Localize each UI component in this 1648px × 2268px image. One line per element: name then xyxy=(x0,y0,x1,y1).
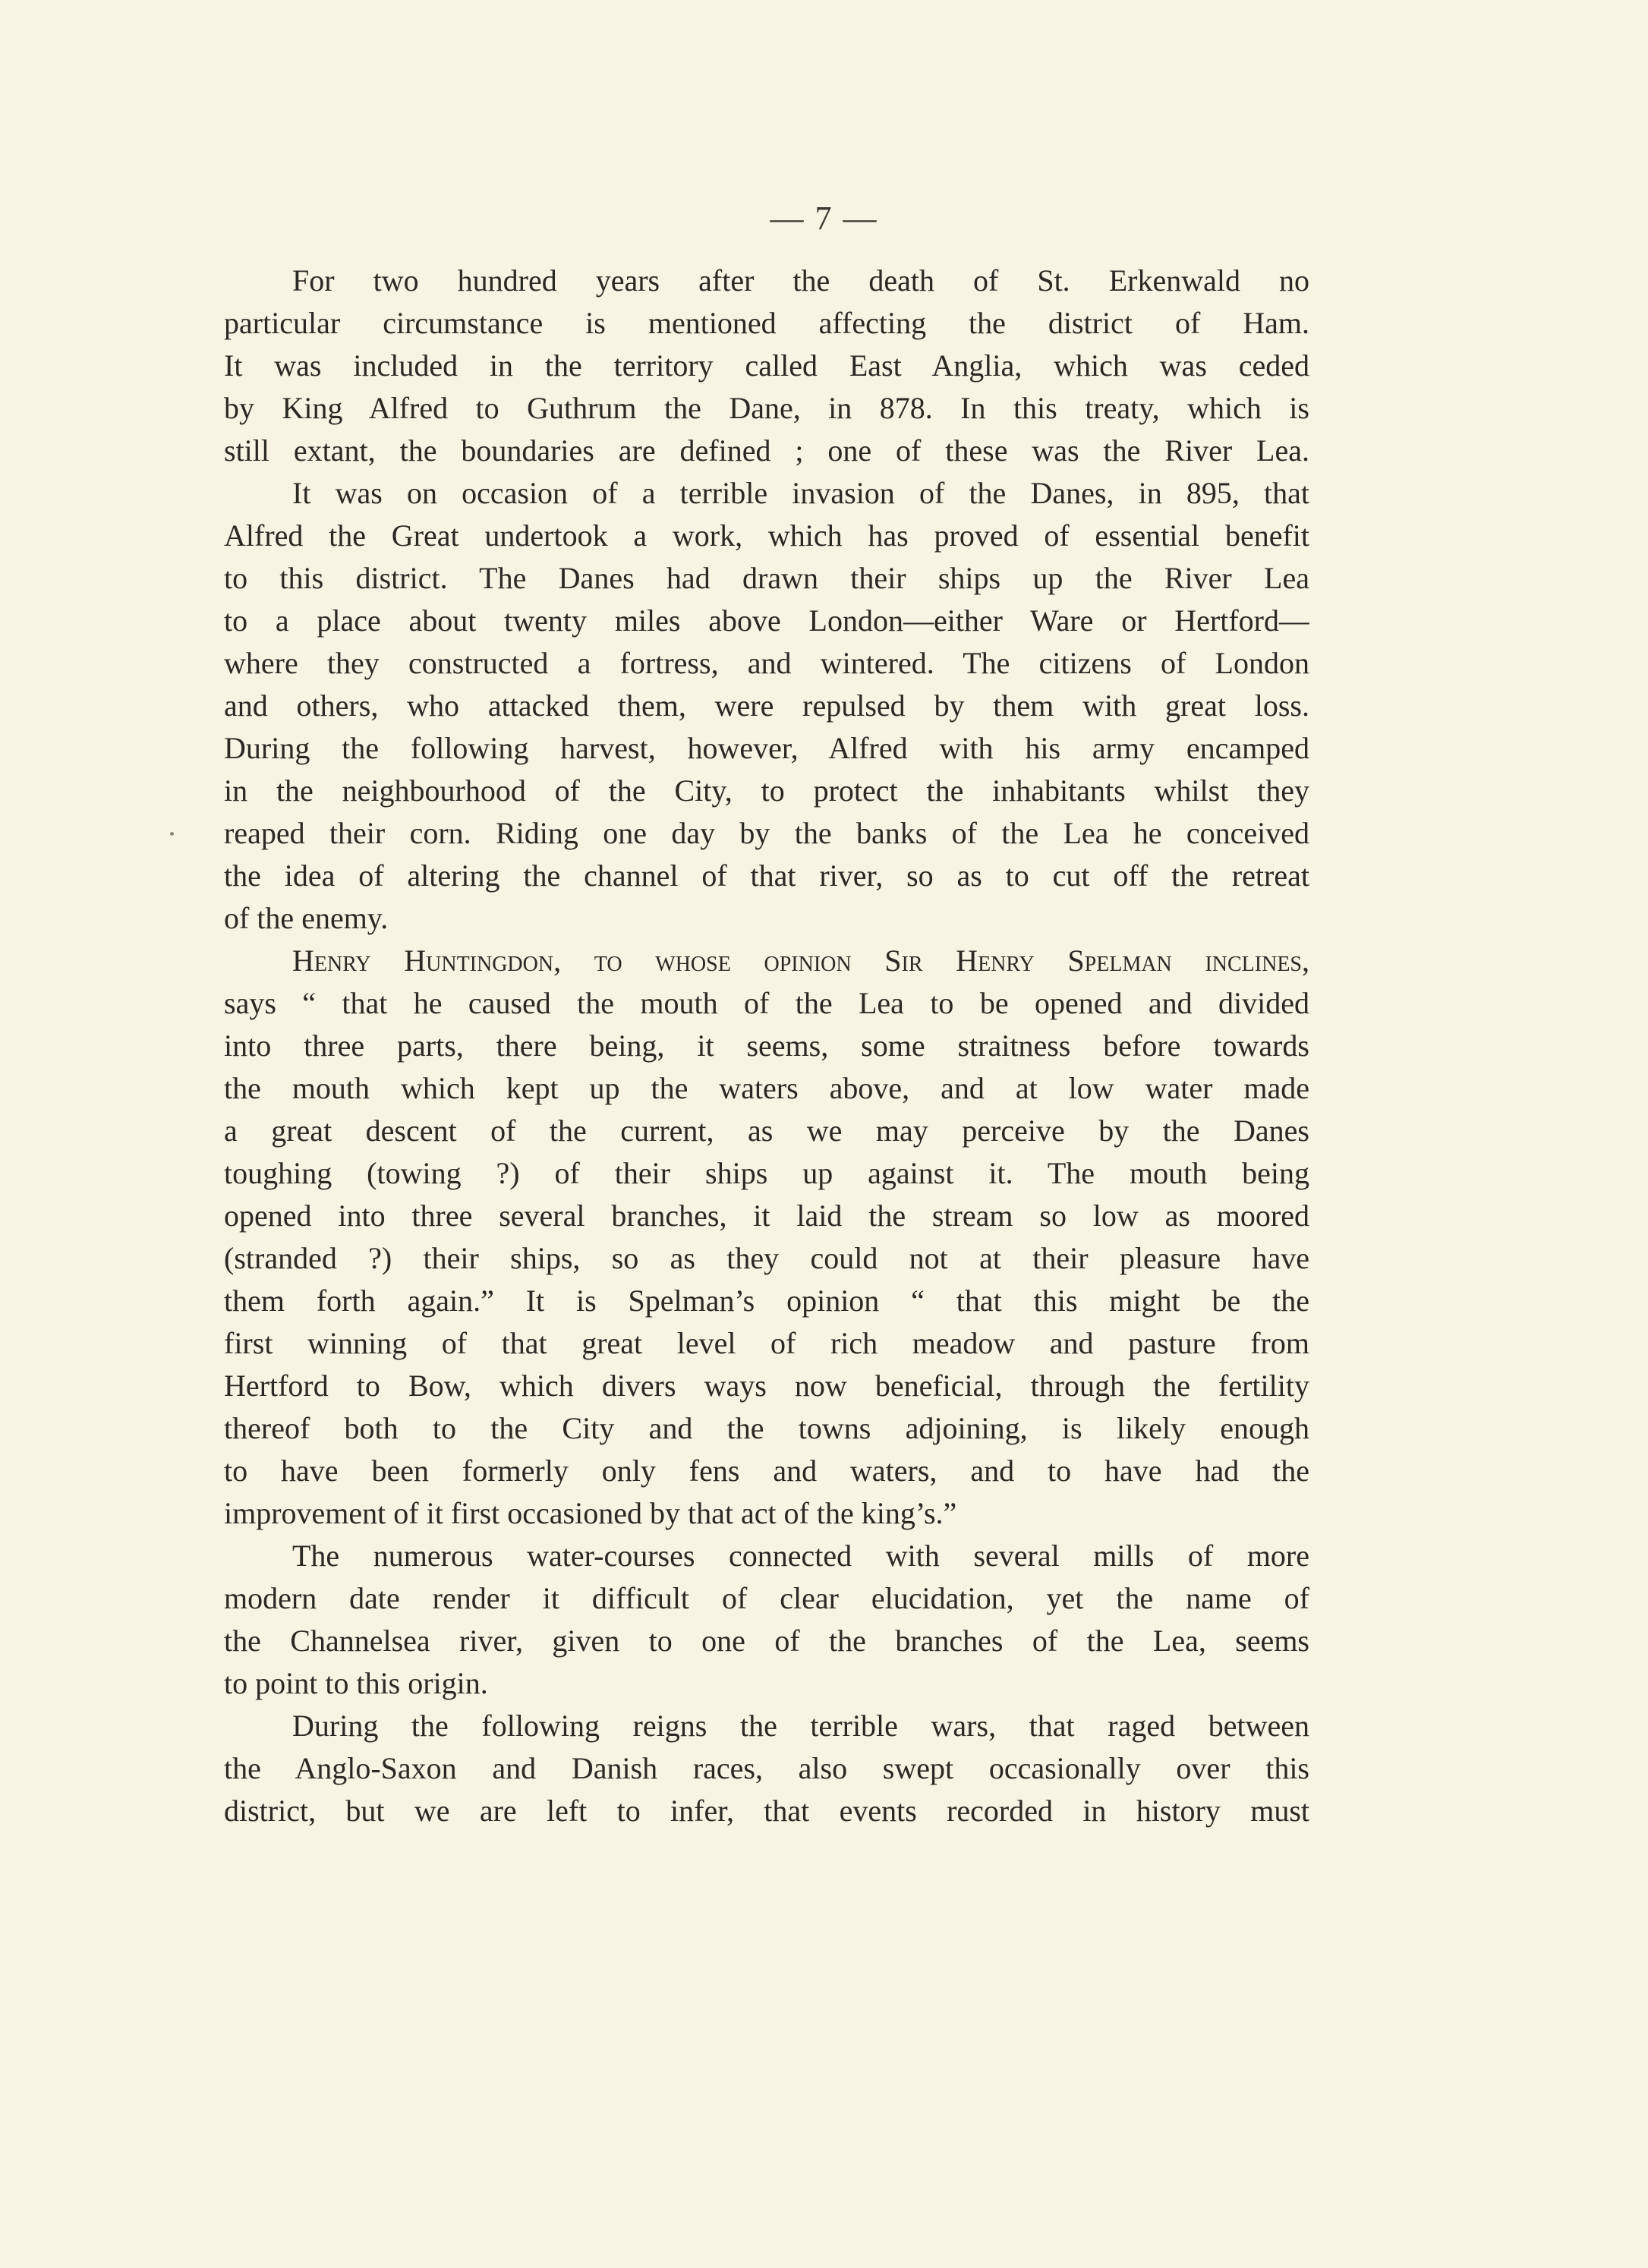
text-line: to this district. The Danes had drawn their ships up the River Lea xyxy=(224,561,1309,595)
body-text xyxy=(224,260,1309,1832)
text-line: thereof both to the City and the towns adjoining, is likely enough xyxy=(224,1411,1309,1445)
text-line: reaped their corn. Riding one day by the banks of the Lea he conceived xyxy=(224,816,1309,850)
text-line: district, but we are left to infer, that events recorded in history must xyxy=(224,1794,1309,1828)
text-line: modern date render it difficult of clear elucidation, yet the name of xyxy=(224,1581,1309,1615)
text-line: improvement of it first occasioned by that act of the king’s.” xyxy=(224,1496,957,1530)
text-line: and others, who attacked them, were repulsed by them with great loss. xyxy=(224,688,1309,723)
text-line: where they constructed a fortress, and wintered. The citizens of London xyxy=(224,646,1309,680)
text-line: Hertford to Bow, which divers ways now beneficial, through the fertility xyxy=(224,1369,1309,1403)
text-line: During the following harvest, however, Alfred with his army encamped xyxy=(224,731,1309,765)
text-line: first winning of that great level of rich meadow and pasture from xyxy=(224,1326,1309,1360)
text-line: still extant, the boundaries are defined ; one of these was the River Lea. xyxy=(224,433,1309,468)
text-line: to point to this origin. xyxy=(224,1666,488,1700)
text-line: in the neighbourhood of the City, to protect the inhabitants whilst they xyxy=(224,773,1309,808)
text-line: For two hundred years after the death of St. Erkenwald no xyxy=(292,263,1309,298)
text-line: It was on occasion of a terrible invasion of the Danes, in 895, that xyxy=(292,476,1309,510)
text-line: Alfred the Great undertook a work, which has proved of essential benefit xyxy=(224,518,1309,553)
text-line: the mouth which kept up the waters above, and at low water made xyxy=(224,1071,1309,1105)
text-line: Henry Huntingdon, to whose opinion Sir Henry Spelman inclines, xyxy=(292,943,1309,978)
text-line: opened into three several branches, it laid the stream so low as moored xyxy=(224,1199,1309,1233)
text-line: the idea of altering the channel of that river, so as to cut off the retreat xyxy=(224,858,1309,893)
text-line: The numerous water-courses connected with several mills of more xyxy=(292,1539,1309,1573)
text-line: says “ that he caused the mouth of the Lea to be opened and divided xyxy=(224,986,1309,1020)
margin-mark xyxy=(170,832,174,836)
text-line: toughing (towing ?) of their ships up against it. The mouth being xyxy=(224,1156,1309,1190)
text-line: to have been formerly only fens and waters, and to have had the xyxy=(224,1454,1309,1488)
text-line: the Anglo-Saxon and Danish races, also swept occasionally over this xyxy=(224,1751,1309,1785)
text-line: the Channelsea river, given to one of the branches of the Lea, seems xyxy=(224,1624,1309,1658)
text-line: particular circumstance is mentioned affecting the district of Ham. xyxy=(224,306,1309,340)
page-number: — 7 — xyxy=(770,200,878,237)
text-line: into three parts, there being, it seems, some straitness before towards xyxy=(224,1028,1309,1063)
text-line: (stranded ?) their ships, so as they could not at their pleasure have xyxy=(224,1241,1309,1275)
text-line: a great descent of the current, as we may perceive by the Danes xyxy=(224,1114,1309,1148)
text-line: them forth again.” It is Spelman’s opinion “ that this might be the xyxy=(224,1284,1309,1318)
text-line: by King Alfred to Guthrum the Dane, in 878. In this treaty, which is xyxy=(224,391,1309,425)
text-line: to a place about twenty miles above London—either Ware or Hertford— xyxy=(224,603,1309,638)
text-line: It was included in the territory called East Anglia, which was ceded xyxy=(224,348,1309,383)
text-line: During the following reigns the terrible wars, that raged between xyxy=(292,1709,1309,1743)
text-line: of the enemy. xyxy=(224,901,389,935)
